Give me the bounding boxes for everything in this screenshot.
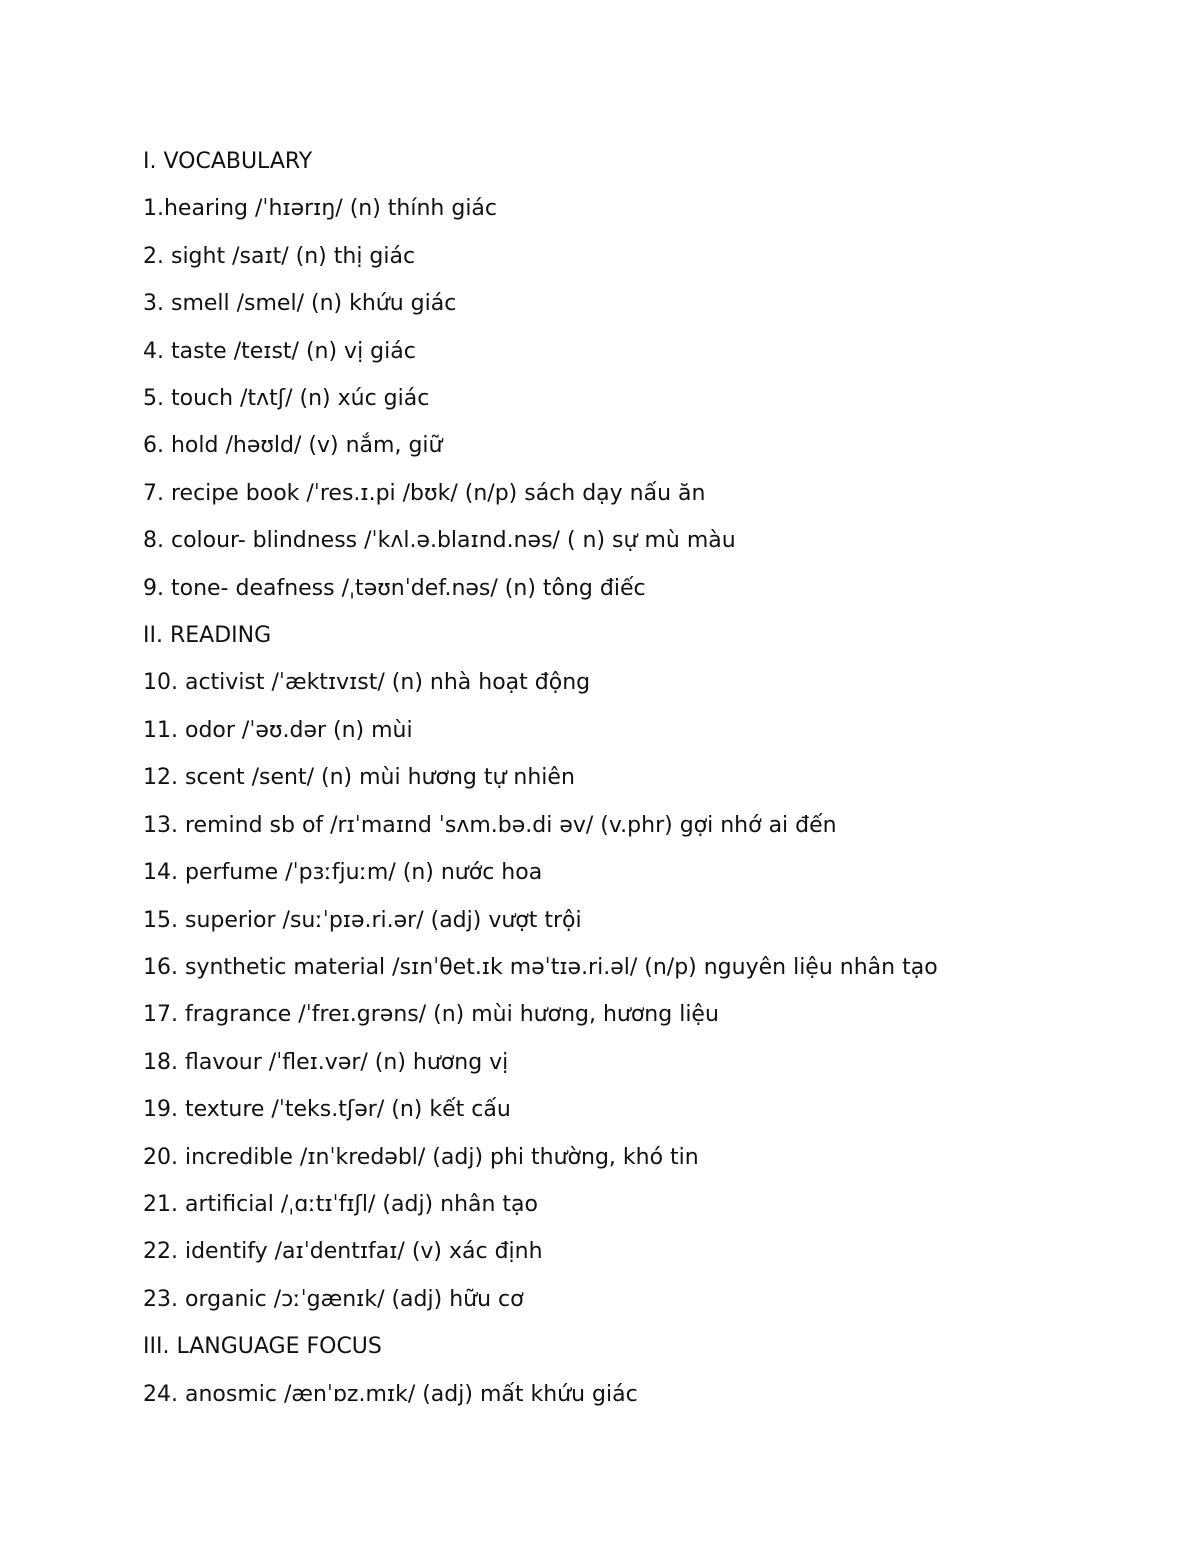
list-item: 13. remind sb of /rɪˈmaɪnd ˈsʌm.bə.di əv/ (v.phr) gợi nhớ ai đến	[143, 812, 837, 838]
list-item: 14. perfume /ˈpɜːfjuːm/ (n) nước hoa	[143, 860, 543, 886]
list-item: 6. hold /həʊld/ (v) nắm, giữ	[143, 433, 443, 459]
section-heading-reading: II. READING	[143, 623, 272, 649]
list-item: 9. tone- deafness /ˌtəʊnˈdef.nəs/ (n) tông điếc	[143, 575, 646, 601]
list-item: 17. fragrance /ˈfreɪ.grəns/ (n) mùi hương, hương liệu	[143, 1002, 719, 1028]
section-heading-language-focus: III. LANGUAGE FOCUS	[143, 1334, 382, 1360]
list-item: 2. sight /saɪt/ (n) thị giác	[143, 243, 416, 269]
list-item: 11. odor /ˈəʊ.dər (n) mùi	[143, 717, 413, 743]
list-item: 20. incredible /ɪnˈkredəbl/ (adj) phi thường, khó tin	[143, 1144, 699, 1170]
list-item: 8. colour- blindness /ˈkʌl.ə.blaɪnd.nəs/ ( n) sự mù màu	[143, 528, 736, 554]
list-item: 3. smell /smel/ (n) khứu giác	[143, 291, 457, 317]
list-item: 4. taste /teɪst/ (n) vị giác	[143, 338, 416, 364]
list-item: 7. recipe book /ˈres.ɪ.pi /bʊk/ (n/p) sách dạy nấu ăn	[143, 480, 706, 506]
list-item: 19. texture /ˈteks.tʃər/ (n) kết cấu	[143, 1097, 511, 1123]
list-item: 16. synthetic material /sɪnˈθet.ɪk məˈtɪə.ri.əl/ (n/p) nguyên liệu nhân tạo	[143, 954, 938, 980]
list-item: 18. flavour /ˈfleɪ.vər/ (n) hương vị	[143, 1049, 509, 1075]
list-item: 24. anosmic /ænˈɒz.mɪk/ (adj) mất khứu giác	[143, 1381, 638, 1407]
list-item: 22. identify /aɪˈdentɪfaɪ/ (v) xác định	[143, 1239, 543, 1265]
vocabulary-list	[143, 138, 1153, 1418]
section-heading-vocabulary: I. VOCABULARY	[143, 149, 313, 174]
list-item: 10. activist /ˈæktɪvɪst/ (n) nhà hoạt động	[143, 670, 591, 696]
list-item: 12. scent /sent/ (n) mùi hương tự nhiên	[143, 765, 575, 791]
list-item: 5. touch /tʌtʃ/ (n) xúc giác	[143, 386, 430, 412]
list-item: 21. artificial /ˌɑːtɪˈfɪʃl/ (adj) nhân tạo	[143, 1191, 539, 1217]
list-item: 15. superior /suːˈpɪə.ri.ər/ (adj) vượt trội	[143, 907, 582, 933]
list-item: 23. organic /ɔːˈgænɪk/ (adj) hữu cơ	[143, 1286, 524, 1312]
list-item: 1.hearing /ˈhɪərɪŋ/ (n) thính giác	[143, 196, 498, 222]
